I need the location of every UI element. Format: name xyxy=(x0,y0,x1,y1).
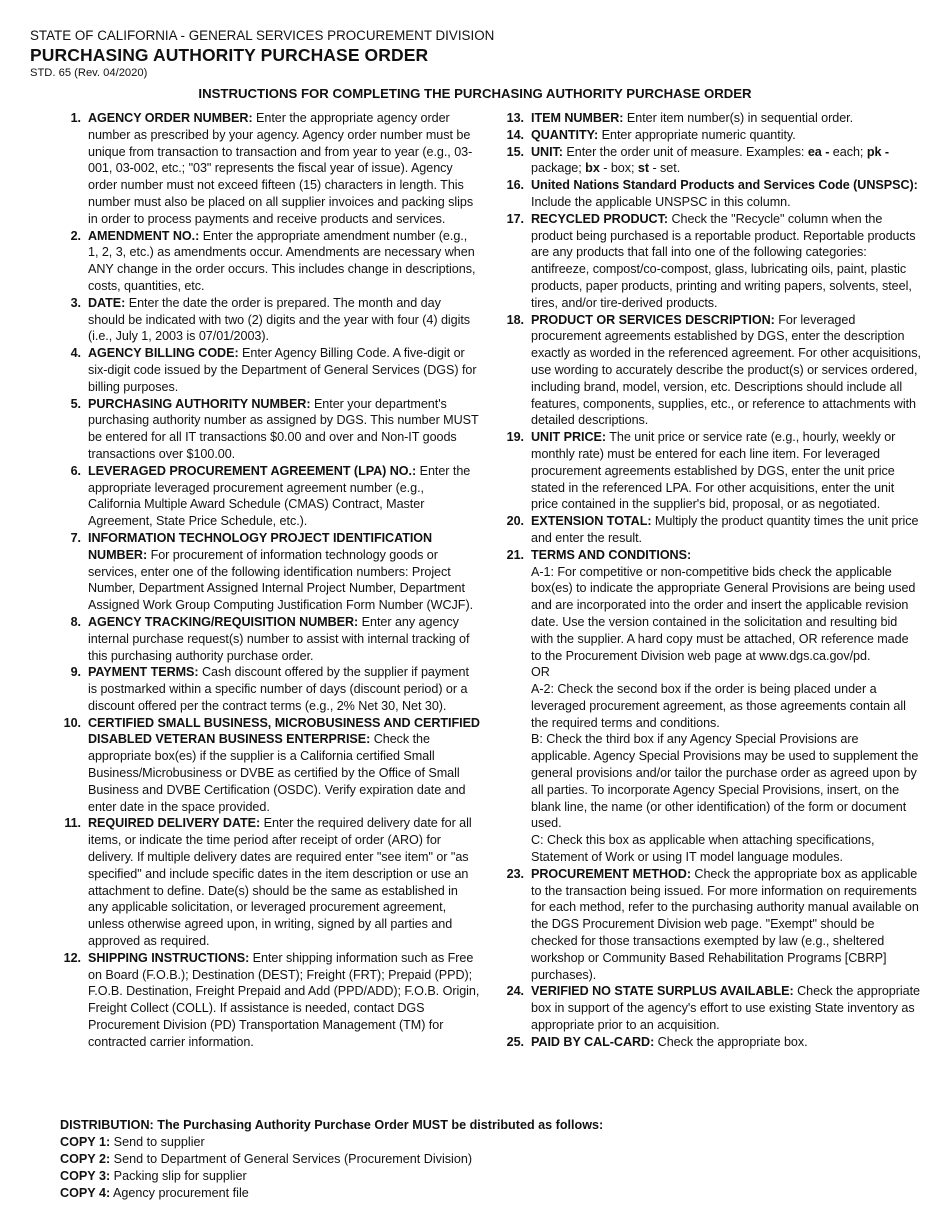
copy-text: Agency procurement file xyxy=(110,1186,249,1200)
item-number: 20. xyxy=(506,514,524,529)
item-label: RECYCLED PRODUCT: xyxy=(531,211,668,226)
item-label: REQUIRED DELIVERY DATE: xyxy=(88,816,261,831)
item-label: PAYMENT TERMS: xyxy=(88,665,199,680)
instruction-item-15 xyxy=(503,144,921,178)
item-text: Check the appropriate box. xyxy=(654,1034,808,1049)
item-label: VERIFIED NO STATE SURPLUS AVAILABLE: xyxy=(531,984,794,999)
item-text: Enter shipping information such as Free on Board (F.O.B.); Destination (DEST); Freight (FRT); Prepaid (PPD); F.O.B. Destination, Freight Prepaid and Add (PPD/ADD); F.O.B. Origin, Freight Collect (COLL). If assistance is needed, contact DGS Procurement Division (PD) Transportation Management (TM) for contracted carrier information. xyxy=(88,950,480,1049)
item-number: 7. xyxy=(70,530,81,545)
instruction-item-17 xyxy=(503,211,921,312)
item-text: Enter the required delivery date for all items, or indicate the time period after receipt of order (ARO) for delivery. If multiple delivery dates are required enter "see item" or "as specified" and include specific dates in the item description or use an attachment to define. Date(s) should be the same as established in any applicable solicitation, or leveraged procurement agreement, unless otherwise agreed upon, in writing, signed by all parties and approved as required. xyxy=(88,816,472,949)
instruction-item-9 xyxy=(60,664,480,714)
distribution-copy-1 xyxy=(60,1134,603,1151)
unit-code-st: st xyxy=(637,161,649,176)
item-text: Check the appropriate box as applicable to the transaction being issued. For more information on requirements for each method, refer to the purchasing authority manual available on the DGS Procurement Division web page. "Exempt" should be checked for those transactions exempted by law (e.g., sheltered workshop or Community Based Rehabilitation Programs [CBRP] purchases). xyxy=(531,866,919,982)
item-label: LEVERAGED PROCUREMENT AGREEMENT (LPA) NO.: xyxy=(88,463,417,478)
instruction-item-11 xyxy=(60,815,480,949)
item-text: - set. xyxy=(649,161,681,176)
item-text: Enter your department's purchasing authority number as assigned by DGS. This number MUST be entered for all IT transactions $0.00 and over and Non-IT goods transactions over $100.00. xyxy=(88,396,479,461)
instructions-left-column xyxy=(60,110,480,1051)
instruction-item-18 xyxy=(503,312,921,430)
item-number: 13. xyxy=(506,111,524,125)
form-title: PURCHASING AUTHORITY PURCHASE ORDER xyxy=(30,45,429,65)
instruction-item-24 xyxy=(503,983,921,1033)
instructions-heading: INSTRUCTIONS FOR COMPLETING THE PURCHASING AUTHORITY PURCHASE ORDER xyxy=(198,86,752,101)
item-label: SHIPPING INSTRUCTIONS: xyxy=(88,950,250,965)
item-text: Enter the date the order is prepared. The month and day should be indicated with two (2) digits and the year with four (4) digits (i.e., July 1, 2003 is 07/01/2003). xyxy=(88,295,471,344)
item-number: 2. xyxy=(70,228,81,243)
copy-label: COPY 3: xyxy=(60,1169,111,1183)
instruction-item-14 xyxy=(503,127,921,144)
item-text: Enter the appropriate agency order number as prescribed by your agency. Agency order number must be unique from transaction to transaction and from year to year (e.g., 03-001, 03-002, etc.; "03" represents the fiscal year of issue). Agency order number must not exceed fifteen (15) characters in length. This number must also be placed on all supplier invoices and packing slips in order to process payments and receive products and services. xyxy=(88,111,474,226)
item-label: UNIT PRICE: xyxy=(531,430,607,445)
item-label: United Nations Standard Products and Services Code (UNSPSC): xyxy=(531,178,918,193)
item-label: QUANTITY: xyxy=(531,127,599,142)
unit-code-ea: ea - xyxy=(807,144,830,159)
distribution-section xyxy=(60,1117,603,1202)
terms-a1: A-1: For competitive or non-competitive bids check the applicable box(es) to indicate the appropriate General Provisions are being used and are incorporated into the order and insert the applicable revision date. Use the version contained in the solicitation and resulting bid with the supplier. A hard copy must be attached, OR reference made to the Procurement Division web page at www.dgs.ca.gov/pd. xyxy=(531,564,916,663)
item-text: Check the "Recycle" column when the product being purchased is a reportable product. Reportable products are any products that fall into one of the following categories: antifreeze, compost/co-compost, glass, lubricating oils, paint, plastic products, paper products, printing and writing papers, solvents, steel, tires, and/or tire-derived products. xyxy=(531,211,916,310)
instructions-right-column xyxy=(503,110,921,1051)
instruction-item-5 xyxy=(60,396,480,463)
item-text: package; xyxy=(531,161,586,176)
item-label: CERTIFIED SMALL BUSINESS, MICROBUSINESS AND CERTIFIED DISABLED VETERAN BUSINESS ENTERPRISE: xyxy=(88,715,480,747)
item-label: TERMS AND CONDITIONS: xyxy=(531,547,692,562)
instruction-item-25 xyxy=(503,1034,921,1051)
item-number: 8. xyxy=(70,614,81,629)
item-label: AGENCY ORDER NUMBER: xyxy=(88,111,253,125)
item-text: Multiply the product quantity times the unit price and enter the result. xyxy=(531,514,919,545)
item-label: AMENDMENT NO.: xyxy=(88,228,200,243)
item-number: 9. xyxy=(70,665,81,680)
item-label: EXTENSION TOTAL: xyxy=(531,514,652,529)
instruction-item-19 xyxy=(503,429,921,513)
item-number: 5. xyxy=(70,396,81,411)
item-text: each; xyxy=(829,144,867,159)
item-number: 6. xyxy=(70,463,81,478)
item-number: 10. xyxy=(63,715,81,730)
item-number: 11. xyxy=(64,816,81,831)
copy-label: COPY 1: xyxy=(60,1135,111,1149)
item-number: 12. xyxy=(63,950,81,965)
item-number: 18. xyxy=(506,312,524,327)
instruction-item-20 xyxy=(503,513,921,547)
copy-text: Send to Department of General Services (Procurement Division) xyxy=(110,1152,473,1166)
item-text: Enter Agency Billing Code. A five-digit or six-digit code issued by the Department of General Services (DGS) for billing purposes. xyxy=(88,346,477,394)
item-number: 25. xyxy=(506,1034,524,1049)
item-number: 1. xyxy=(70,111,81,125)
item-text: Enter item number(s) in sequential order. xyxy=(623,111,854,125)
item-label: DATE: xyxy=(88,295,126,310)
item-text: Enter any agency internal purchase request(s) number to assist with internal tracking of this purchasing authority purchase order. xyxy=(88,614,470,663)
copy-label: COPY 4: xyxy=(60,1186,111,1200)
unit-code-pk: pk - xyxy=(866,144,890,159)
item-label: AGENCY TRACKING/REQUISITION NUMBER: xyxy=(88,614,359,629)
copy-label: COPY 2: xyxy=(60,1152,111,1166)
item-label: PAID BY CAL-CARD: xyxy=(531,1034,655,1049)
item-number: 3. xyxy=(70,295,81,310)
instruction-item-2 xyxy=(60,228,480,295)
instruction-item-7 xyxy=(60,530,480,614)
distribution-heading: DISTRIBUTION: The Purchasing Authority Purchase Order MUST be distributed as follows: xyxy=(60,1118,604,1132)
item-number: 14. xyxy=(506,127,524,142)
item-number: 15. xyxy=(506,144,524,159)
copy-text: Send to supplier xyxy=(110,1135,205,1149)
distribution-copy-3 xyxy=(60,1168,603,1185)
item-label: PURCHASING AUTHORITY NUMBER: xyxy=(88,396,311,411)
instruction-item-16 xyxy=(503,177,921,211)
item-number: 17. xyxy=(506,211,524,226)
terms-or: OR xyxy=(531,665,550,680)
form-number: STD. 65 (Rev. 04/2020) xyxy=(30,67,148,79)
instruction-item-8 xyxy=(60,614,480,664)
item-text: Check the appropriate box(es) if the supplier is a California certified Small Business/Microbusiness or DVBE as certified by the Office of Small Business and DVBE Certification (OSDC). Verify expiration date and enter date in the space provided. xyxy=(88,732,466,814)
item-text: Cash discount offered by the supplier if payment is postmarked within a specific number of days (discount period) or a discount offered per the contract terms (e.g., 2% Net 30, Net 30). xyxy=(88,665,469,713)
item-text: Enter appropriate numeric quantity. xyxy=(598,127,796,142)
item-label: PRODUCT OR SERVICES DESCRIPTION: xyxy=(531,312,775,327)
item-number: 19. xyxy=(506,430,524,445)
distribution-copy-2 xyxy=(60,1151,603,1168)
item-text: Enter the appropriate leveraged procurement agreement number (e.g., California Multiple Award Schedule (CMAS) Contract, Master Agreement, State Price Schedule, etc.). xyxy=(88,463,471,529)
item-number: 23. xyxy=(506,866,524,881)
item-number: 4. xyxy=(70,346,81,361)
distribution-copy-4 xyxy=(60,1185,603,1202)
instruction-item-12 xyxy=(60,950,480,1051)
item-number: 24. xyxy=(506,984,524,999)
item-text: For procurement of information technology goods or services, enter one of the following identification numbers: Project Number, Department Assigned Internal Project Number, Department Assigned Work Group Computing Justification Form Number (WCJF). xyxy=(88,547,474,613)
instruction-item-13 xyxy=(503,110,921,127)
instruction-item-3 xyxy=(60,295,480,345)
terms-c: C: Check this box as applicable when attaching specifications, Statement of Work or using IT model language modules. xyxy=(531,833,875,865)
item-text: The unit price or service rate (e.g., hourly, weekly or monthly rate) must be entered for each line item. For leveraged procurement agreements established by DGS, enter the unit price stated in the referenced LPA. For other acquisitions, enter the unit price contained in the supplier's bid, proposal, or as negotiated. xyxy=(531,430,896,512)
item-number: 21. xyxy=(506,547,524,562)
instruction-item-10 xyxy=(60,715,480,816)
terms-b: B: Check the third box if any Agency Special Provisions are applicable. Agency Special Provisions may be used to supplement the general provisions and/or tailor the purchase order as agreed upon by all parties. To incorporate Agency Special Provisions, insert, on the blank line, the name (or other identification) of the form or document used. xyxy=(531,732,919,831)
item-text: Check the appropriate box in support of the agency's effort to use existing State inventory as appropriate prior to an acquisition. xyxy=(531,984,921,1033)
item-text: Enter the order unit of measure. Examples: xyxy=(562,144,808,159)
item-text: Include the applicable UNSPSC in this column. xyxy=(531,194,791,209)
instruction-item-4 xyxy=(60,345,480,395)
item-text: - box; xyxy=(599,161,638,176)
item-text: For leveraged procurement agreements established by DGS, enter the description exactly as worded in the referenced agreement. For other acquisitions, use wording to accurately describe the product(s) or services ordered, including brand, model, version, etc. Descriptions should include all features, components, supplies, etc., or reference to attachments with detailed descriptions. xyxy=(531,312,921,428)
instruction-item-21 xyxy=(503,547,921,866)
instruction-item-23 xyxy=(503,866,921,984)
terms-a2: A-2: Check the second box if the order is being placed under a leveraged procurement agreement, as those agreements contain all the required terms and conditions. xyxy=(531,682,906,730)
page-header xyxy=(30,28,494,80)
agency-line: STATE OF CALIFORNIA - GENERAL SERVICES PROCUREMENT DIVISION xyxy=(30,28,495,43)
item-label: ITEM NUMBER: xyxy=(531,111,624,125)
item-label: UNIT: xyxy=(531,144,563,159)
copy-text: Packing slip for supplier xyxy=(110,1169,247,1183)
item-label: INFORMATION TECHNOLOGY PROJECT IDENTIFICATION NUMBER: xyxy=(88,530,433,562)
item-number: 16. xyxy=(506,178,524,193)
unit-code-bx: bx xyxy=(585,161,600,176)
instruction-item-1 xyxy=(60,110,480,228)
item-label: AGENCY BILLING CODE: xyxy=(88,346,239,361)
instruction-item-6 xyxy=(60,463,480,530)
item-text: Enter the appropriate amendment number (e.g., 1, 2, 3, etc.) as amendments occur. Amendments are necessary when ANY change in the order occurs. This includes change in descriptions, costs, quantities, etc. xyxy=(88,228,476,293)
item-label: PROCUREMENT METHOD: xyxy=(531,866,691,881)
